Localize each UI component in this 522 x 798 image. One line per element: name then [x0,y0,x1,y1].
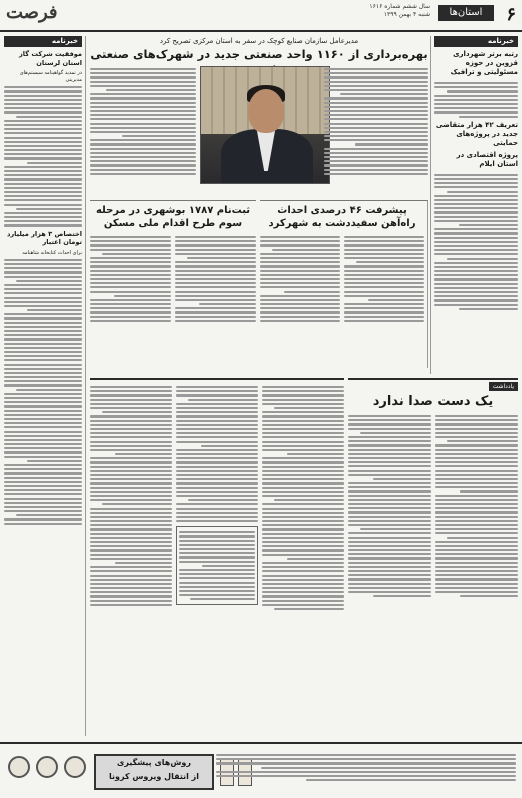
news-body [4,86,82,226]
housing-body [90,234,256,324]
editorial-headline: یک دست صدا ندارد [372,394,494,409]
newspaper-logo: فرصت [6,2,58,23]
date-line: شنبه ۴ بهمن ۱۳۹۹ [383,11,430,18]
housing-headline: ثبت‌نام ۱۷۸۷ بوشهری در مرحله سوم طرح اقدام ملی مسکن [95,205,251,229]
news-title: پروژه اقتصادی در استان ایلام [456,150,518,168]
banner-line-1: روش‌های پیشگیری [117,758,191,767]
left-column-head: خبرنامه [4,36,82,47]
lead-story [90,36,428,196]
editorial-body [348,413,518,599]
lead-kicker: مدیرعامل سازمان صنایع کوچک در سفر به استان مرکزی تصریح کرد [159,37,359,45]
right-column-head: خبرنامه [434,36,518,47]
news-title: اختصاص ۳ هزار میلیارد تومان اعتبار [6,229,82,247]
distance-icon [64,756,86,778]
railway-body [260,234,424,324]
news-subtitle: برای احداث کتابخانه شاهنامه [22,249,82,256]
news-subtitle: در تمدید گواهینامه سیستم‌های مدیریتی [19,70,82,84]
news-body [434,79,518,118]
masthead [0,0,522,32]
news-body [4,259,82,525]
lead-headline: بهره‌برداری از ۱۱۶۰ واحد صنعتی جدید در شهرک‌های صنعتی [90,47,428,61]
mask-icon [8,756,30,778]
railway-story [260,200,428,368]
editorial-block [348,378,518,738]
footer-ad-strip [0,742,522,798]
page-number: ۶ [506,4,516,25]
corona-banner [94,754,214,790]
left-news-column [4,36,86,736]
issue-line: سال ششم شماره ۱۶۱۶ [369,3,430,10]
bottom-articles [90,378,344,738]
banner-line-2: از انتقال ویروس کرونا [109,772,199,781]
railway-headline: پیشرفت ۴۶ درصدی احداث راه‌آهن سفیددشت به شهرکرد [268,205,416,229]
editorial-tag: یادداشت [489,382,518,391]
section-tab: استان‌ها [438,5,494,21]
news-body [434,171,518,310]
hand-wash-icon [36,756,58,778]
housing-story [90,200,256,368]
right-news-column [430,36,518,374]
lead-body-left [90,66,196,177]
news-title: موفقیت شرکت گاز استان لرستان [18,50,82,67]
notice-box [176,526,258,605]
bottom-body [90,380,344,612]
news-title: رتبه برتر شهرداری قزوین در حوزه مسئولیتی و ترافیک [450,50,518,76]
footer-text [216,752,516,783]
lead-photo [200,66,330,184]
news-title: تعریف ۴۲ هزار متقاضی جدید در پروژه‌های حمایتی [435,120,518,147]
lead-body-right [324,66,428,177]
issue-info [369,3,430,19]
